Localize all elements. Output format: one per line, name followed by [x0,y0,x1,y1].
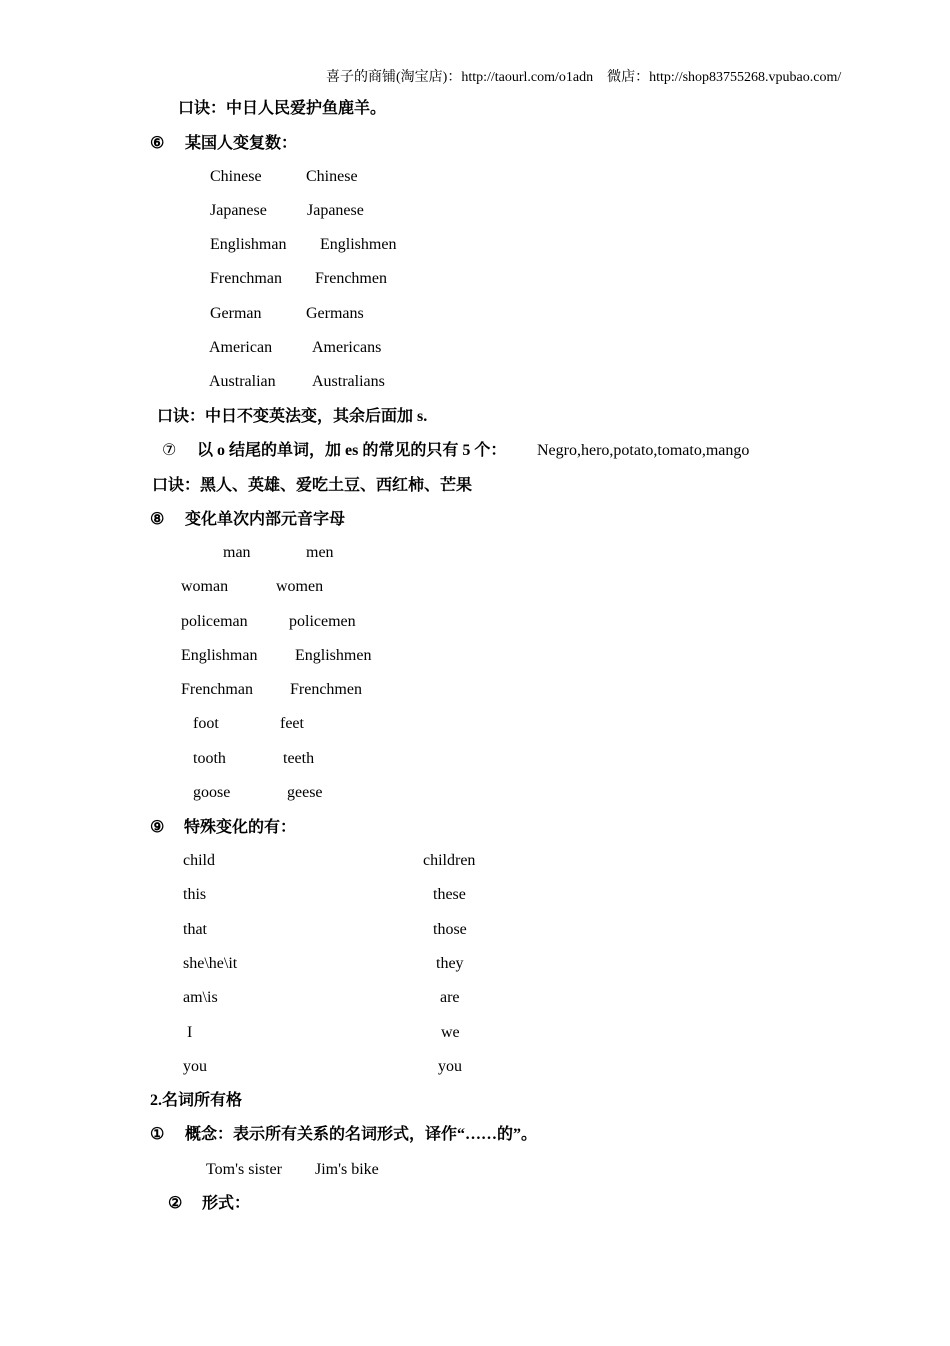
plural-word: women [276,578,324,595]
singular-word: she\he\it [183,955,238,972]
form-label: 形式： [202,1195,251,1212]
section-title: 以 o 结尾的单词，加 es 的常见的只有 5 个： [197,442,507,459]
singular-word: foot [193,715,219,732]
singular-word: Englishman [181,647,258,664]
singular-word: Chinese [210,168,262,185]
section-title: 某国人变复数： [185,135,298,152]
mnemonic-text: 口诀：中日不变英法变，其余后面加 s. [157,408,428,425]
singular-word: Frenchman [181,681,253,698]
concept-marker: ① [150,1126,165,1143]
singular-word: tooth [193,750,226,767]
example-phrase: Jim's bike [315,1161,379,1178]
singular-word: American [209,339,273,356]
section-marker: ⑧ [150,511,165,528]
plural-word: Japanese [307,202,364,219]
plural-word: these [433,886,466,903]
plural-word: are [440,989,460,1006]
plural-word: policemen [289,613,356,630]
plural-word: Frenchmen [290,681,362,698]
plural-word: Australians [312,373,385,390]
plural-word: feet [280,715,304,732]
singular-word: child [183,852,215,869]
plural-word: they [436,955,464,972]
page-header: 喜子的商铺(淘宝店)：http://taourl.com/o1adn 微店：http://shop83755268.vpubao.com/ [326,70,842,85]
mnemonic-text: 口诀：黑人、英雄、爱吃土豆、西红柿、芒果 [152,477,473,494]
singular-word: I [187,1024,193,1041]
word-list: Negro,hero,potato,tomato,mango [537,442,750,459]
section-marker: ⑨ [150,819,165,836]
section-title: 特殊变化的有： [184,819,297,836]
singular-word: that [183,921,207,938]
plural-word: children [423,852,476,869]
singular-word: German [210,305,262,322]
plural-word: Americans [312,339,382,356]
plural-word: Frenchmen [315,270,387,287]
plural-word: Chinese [306,168,358,185]
singular-word: am\is [183,989,218,1006]
plural-word: men [306,544,334,561]
singular-word: Japanese [210,202,267,219]
plural-word: you [438,1058,462,1075]
mnemonic-text: 口诀：中日人民爱护鱼鹿羊。 [178,100,387,117]
section-marker: ⑦ [162,442,177,459]
plural-word: we [441,1024,460,1041]
plural-word: Englishmen [320,236,397,253]
singular-word: Englishman [210,236,287,253]
plural-word: Englishmen [295,647,372,664]
section-marker: ⑥ [150,135,165,152]
plural-word: geese [287,784,323,801]
concept-text: 概念：表示所有关系的名词形式，译作“……的”。 [185,1126,538,1143]
part-heading: 2.名词所有格 [150,1092,243,1109]
plural-word: Germans [306,305,364,322]
example-phrase: Tom's sister [206,1161,282,1178]
plural-word: those [433,921,467,938]
singular-word: woman [181,578,229,595]
singular-word: Frenchman [210,270,282,287]
singular-word: Australian [209,373,276,390]
plural-word: teeth [283,750,315,767]
singular-word: you [183,1058,207,1075]
section-title: 变化单次内部元音字母 [185,511,346,528]
singular-word: goose [193,784,231,801]
form-marker: ② [168,1195,183,1212]
singular-word: this [183,886,207,903]
singular-word: policeman [181,613,248,630]
singular-word: man [223,544,251,561]
